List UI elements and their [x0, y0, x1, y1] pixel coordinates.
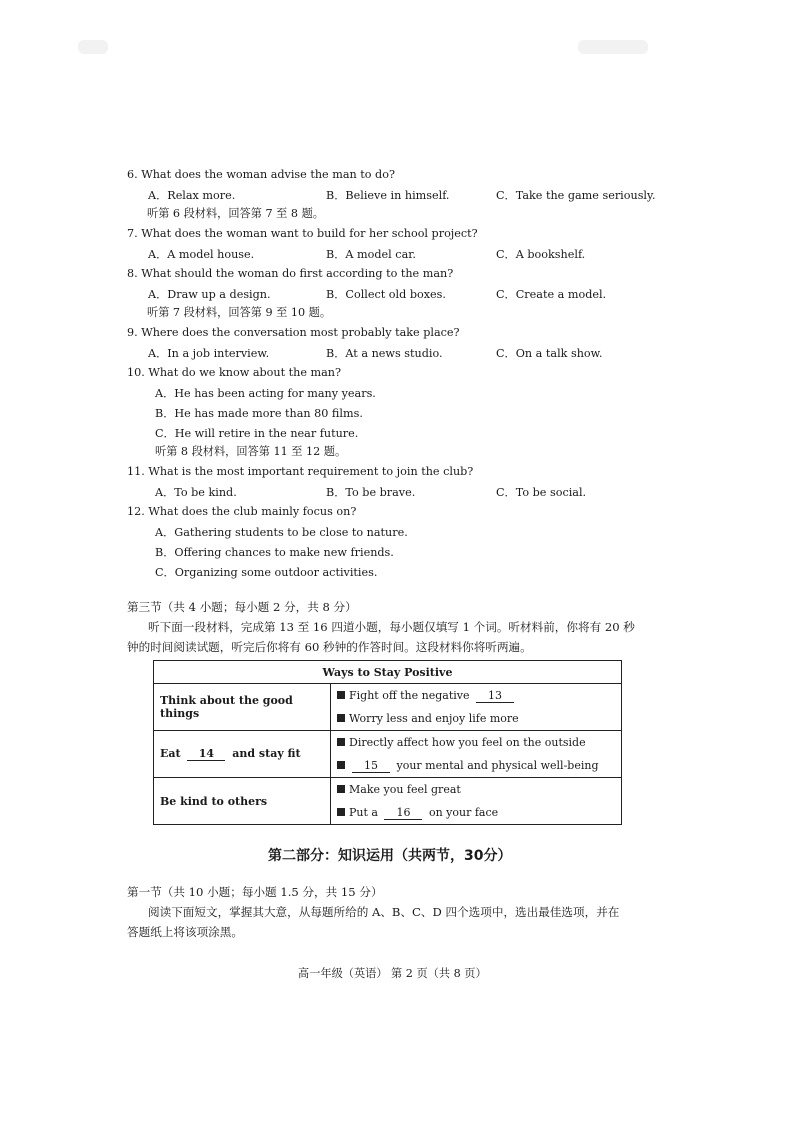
question-9-option-a: A．In a job interview. — [148, 347, 270, 360]
fill-item-13 — [337, 684, 615, 707]
section-1-instructions-line-2: 答题纸上将该项涂黑。 — [127, 925, 243, 939]
bullet-square-icon — [337, 808, 345, 816]
section-1-heading: 第一节（共 10 小题；每小题 1.5 分，共 15 分） — [127, 885, 383, 899]
list-item — [337, 731, 615, 754]
question-9-option-c: C．On a talk show. — [496, 347, 603, 360]
answer-blank-14[interactable]: 14 — [187, 748, 225, 761]
question-11-stem: 11. What is the most important requirement to join the club? — [127, 465, 474, 478]
bullet-square-icon — [337, 738, 345, 746]
part-2-title: 第二部分：知识运用（共两节，30分） — [268, 848, 512, 864]
ways-to-stay-positive-table — [153, 660, 622, 825]
item-text: Put a — [349, 806, 378, 819]
list-item — [337, 778, 615, 801]
row-be-kind-label: Be kind to others — [154, 778, 331, 825]
item-text: Make you feel great — [349, 783, 461, 796]
question-6-stem: 6. What does the woman advise the man to do? — [127, 168, 395, 181]
question-9-stem: 9. Where does the conversation most probably take place? — [127, 326, 460, 339]
fill-item-16 — [337, 801, 615, 824]
question-12-stem: 12. What does the club mainly focus on? — [127, 505, 357, 518]
item-text: your mental and physical well-being — [396, 759, 599, 772]
bullet-square-icon — [337, 785, 345, 793]
item-text: Worry less and enjoy life more — [349, 712, 519, 725]
row-eat-label — [154, 731, 331, 778]
section-3-instructions-line-1: 听下面一段材料，完成第 13 至 16 四道小题，每小题仅填写 1 个词。听材料前，你将有 20 秒 — [148, 620, 635, 634]
row-think-good-things-label: Think about the good things — [154, 684, 331, 731]
question-10-option-b: B．He has made more than 80 films. — [155, 407, 363, 420]
question-11-option-a: A．To be kind. — [155, 486, 237, 499]
question-9-option-b: B．At a news studio. — [326, 347, 443, 360]
question-6-option-a: A．Relax more. — [148, 189, 236, 202]
question-8-stem: 8. What should the woman do first according to the man? — [127, 267, 454, 280]
table-title: Ways to Stay Positive — [154, 661, 622, 684]
question-8-option-b: B．Collect old boxes. — [326, 288, 446, 301]
question-12-option-c: C．Organizing some outdoor activities. — [155, 566, 378, 579]
fill-item-15 — [337, 754, 615, 777]
question-7-option-a: A．A model house. — [148, 248, 255, 261]
question-6-option-b: B．Believe in himself. — [326, 189, 450, 202]
question-6-option-c: C．Take the game seriously. — [496, 189, 656, 202]
row-be-kind-items — [331, 778, 622, 825]
question-10-option-a: A．He has been acting for many years. — [155, 387, 376, 400]
question-12-option-b: B．Offering chances to make new friends. — [155, 546, 394, 559]
question-8-option-c: C．Create a model. — [496, 288, 607, 301]
question-11-option-b: B．To be brave. — [326, 486, 416, 499]
listening-note-7: 听第 7 段材料，回答第 9 至 10 题。 — [147, 306, 332, 319]
item-text: Fight off the negative — [349, 689, 470, 702]
listening-note-8: 听第 8 段材料，回答第 11 至 12 题。 — [155, 445, 347, 458]
row-think-good-things-items — [331, 684, 622, 731]
listening-note-6: 听第 6 段材料，回答第 7 至 8 题。 — [147, 207, 324, 220]
list-item — [337, 707, 615, 730]
row-eat-items — [331, 731, 622, 778]
question-8-option-a: A．Draw up a design. — [148, 288, 271, 301]
bullet-square-icon — [337, 714, 345, 722]
bullet-square-icon — [337, 691, 345, 699]
item-text: on your face — [428, 806, 499, 819]
bullet-square-icon — [337, 761, 345, 769]
question-11-option-c: C．To be social. — [496, 486, 587, 499]
page-footer: 高一年级（英语） 第 2 页（共 8 页） — [298, 967, 487, 980]
label-text: and stay fit — [232, 747, 301, 760]
section-1-instructions-line-1: 阅读下面短文，掌握其大意，从每题所给的 A、B、C、D 四个选项中，选出最佳选项，并在 — [148, 905, 620, 919]
question-7-stem: 7. What does the woman want to build for her school project? — [127, 227, 478, 240]
question-10-option-c: C．He will retire in the near future. — [155, 427, 359, 440]
question-10-stem: 10. What do we know about the man? — [127, 366, 342, 379]
answer-blank-15[interactable]: 15 — [352, 760, 390, 773]
question-12-option-a: A．Gathering students to be close to nature. — [155, 526, 408, 539]
question-7-option-b: B．A model car. — [326, 248, 416, 261]
answer-blank-13[interactable]: 13 — [476, 690, 514, 703]
section-3-heading: 第三节（共 4 小题；每小题 2 分，共 8 分） — [127, 600, 357, 614]
answer-blank-16[interactable]: 16 — [384, 807, 422, 820]
item-text: Directly affect how you feel on the outside — [349, 736, 586, 749]
label-text: Eat — [160, 747, 181, 760]
question-7-option-c: C．A bookshelf. — [496, 248, 586, 261]
section-3-instructions-line-2: 钟的时间阅读试题，听完后你将有 60 秒钟的作答时间。这段材料你将听两遍。 — [127, 640, 532, 654]
